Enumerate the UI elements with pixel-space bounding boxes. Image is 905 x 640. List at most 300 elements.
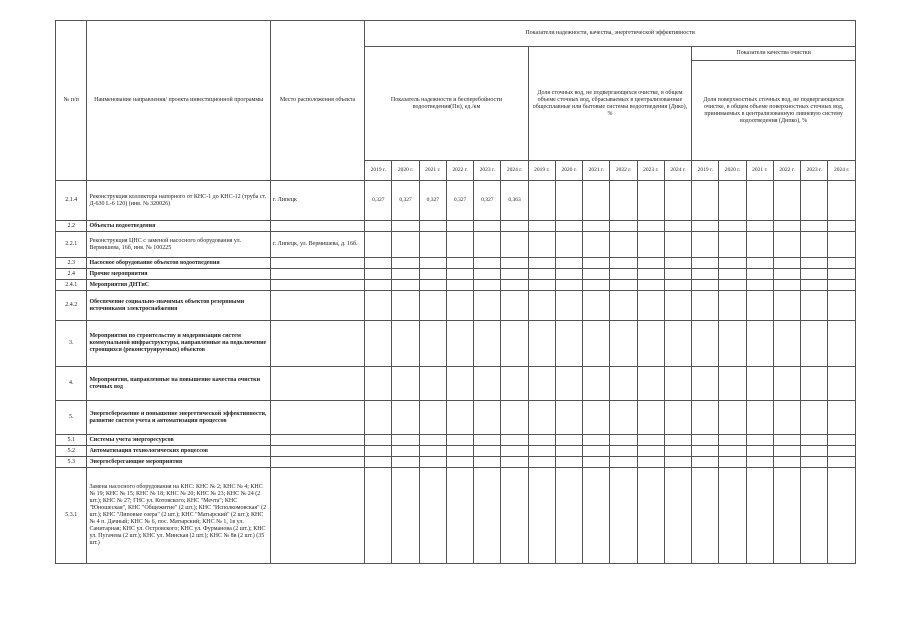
row-name: Мероприятия, направленные на повышение качества очистки сточных вод	[87, 367, 270, 401]
empty-cell	[501, 280, 528, 291]
empty-cell	[583, 457, 610, 468]
empty-cell	[392, 269, 419, 280]
table-row	[56, 291, 856, 321]
empty-cell	[664, 181, 691, 221]
empty-cell	[719, 457, 746, 468]
row-name: Объекты водоотведения	[87, 221, 270, 232]
empty-cell	[637, 401, 664, 435]
empty-cell	[719, 446, 746, 457]
year-header: 2024 г.	[501, 161, 528, 181]
empty-cell	[692, 446, 719, 457]
empty-cell	[610, 181, 637, 221]
empty-cell	[692, 258, 719, 269]
empty-cell	[719, 321, 746, 367]
empty-cell	[719, 258, 746, 269]
empty-cell	[828, 258, 856, 269]
year-header: 2021 г.	[583, 161, 610, 181]
row-place	[270, 457, 364, 468]
empty-cell	[801, 468, 828, 564]
empty-cell	[801, 401, 828, 435]
row-place	[270, 280, 364, 291]
empty-cell	[692, 401, 719, 435]
empty-cell	[555, 468, 582, 564]
empty-cell	[528, 367, 555, 401]
empty-cell	[528, 232, 555, 258]
row-number: 2.4	[56, 269, 87, 280]
empty-cell	[828, 269, 856, 280]
row-number: 2.4.1	[56, 280, 87, 291]
empty-cell	[664, 401, 691, 435]
year-header: 2020 г.	[719, 161, 746, 181]
empty-cell	[528, 258, 555, 269]
empty-cell	[828, 321, 856, 367]
empty-cell	[746, 258, 773, 269]
table-row	[56, 181, 856, 221]
empty-cell	[501, 221, 528, 232]
year-header: 2019 г.	[528, 161, 555, 181]
empty-cell	[801, 258, 828, 269]
empty-cell	[392, 258, 419, 269]
empty-cell	[555, 457, 582, 468]
row-number: 2.3	[56, 258, 87, 269]
empty-cell	[801, 446, 828, 457]
header-num: № п/п	[56, 21, 87, 181]
empty-cell	[664, 269, 691, 280]
row-name: Реконструкция коллектора напорного от КНС-1 до КНС-12 (труба ст. Д-630 L-6 120) (инв. № 320026)	[87, 181, 270, 221]
empty-cell	[773, 280, 800, 291]
row-place	[270, 468, 364, 564]
empty-cell	[419, 232, 446, 258]
empty-cell	[474, 367, 501, 401]
empty-cell	[719, 291, 746, 321]
empty-cell	[555, 291, 582, 321]
empty-cell	[474, 468, 501, 564]
empty-cell	[555, 321, 582, 367]
row-place	[270, 221, 364, 232]
table-row	[56, 269, 856, 280]
empty-cell	[664, 457, 691, 468]
empty-cell	[392, 446, 419, 457]
empty-cell	[528, 401, 555, 435]
table-row	[56, 401, 856, 435]
row-number: 5.2	[56, 446, 87, 457]
empty-cell	[719, 280, 746, 291]
indicator-surface-untreated-share: Доля поверхностных сточных вод, не подвергающихся очистке, в общем объеме поверхностных сточных вод, принимаемых в централизованную ливневую систему водоотведения (Днпко), %	[692, 61, 856, 161]
empty-cell	[746, 367, 773, 401]
row-number: 2.2.1	[56, 232, 87, 258]
empty-cell	[392, 367, 419, 401]
empty-cell	[501, 446, 528, 457]
empty-cell	[746, 291, 773, 321]
empty-cell	[692, 321, 719, 367]
year-header: 2022 г.	[773, 161, 800, 181]
empty-cell	[528, 269, 555, 280]
empty-cell	[746, 401, 773, 435]
empty-cell	[801, 321, 828, 367]
empty-cell	[746, 269, 773, 280]
table-row	[56, 367, 856, 401]
row-place	[270, 291, 364, 321]
header-place: Место расположения объекта	[270, 21, 364, 181]
empty-cell	[773, 435, 800, 446]
empty-cell	[719, 401, 746, 435]
empty-cell	[637, 280, 664, 291]
empty-cell	[773, 258, 800, 269]
empty-cell	[419, 435, 446, 446]
empty-cell	[828, 401, 856, 435]
empty-cell	[583, 435, 610, 446]
year-header: 2024 г.	[664, 161, 691, 181]
indicator-value: 0,327	[392, 181, 419, 221]
table-row	[56, 321, 856, 367]
table-row	[56, 435, 856, 446]
year-header: 2023 г.	[474, 161, 501, 181]
empty-cell	[446, 232, 473, 258]
empty-cell	[692, 221, 719, 232]
empty-cell	[419, 457, 446, 468]
empty-cell	[773, 401, 800, 435]
year-header: 2019 г.	[365, 161, 392, 181]
year-header: 2021 г.	[419, 161, 446, 181]
empty-cell	[664, 291, 691, 321]
empty-cell	[419, 280, 446, 291]
empty-cell	[365, 367, 392, 401]
table-row	[56, 221, 856, 232]
empty-cell	[501, 367, 528, 401]
row-name: Автоматизация технологических процессов	[87, 446, 270, 457]
empty-cell	[528, 291, 555, 321]
empty-cell	[583, 291, 610, 321]
empty-cell	[446, 321, 473, 367]
empty-cell	[828, 280, 856, 291]
empty-cell	[746, 181, 773, 221]
empty-cell	[365, 280, 392, 291]
empty-cell	[446, 468, 473, 564]
empty-cell	[392, 280, 419, 291]
empty-cell	[474, 291, 501, 321]
empty-cell	[828, 446, 856, 457]
empty-cell	[555, 181, 582, 221]
empty-cell	[610, 321, 637, 367]
empty-cell	[419, 321, 446, 367]
empty-cell	[555, 232, 582, 258]
empty-cell	[828, 221, 856, 232]
empty-cell	[528, 457, 555, 468]
empty-cell	[392, 401, 419, 435]
empty-cell	[365, 269, 392, 280]
empty-cell	[773, 221, 800, 232]
indicator-value: 0,327	[446, 181, 473, 221]
table-row	[56, 446, 856, 457]
empty-cell	[637, 232, 664, 258]
year-header: 2023 г.	[637, 161, 664, 181]
empty-cell	[365, 258, 392, 269]
empty-cell	[583, 321, 610, 367]
empty-cell	[474, 280, 501, 291]
empty-cell	[419, 468, 446, 564]
year-header: 2019 г.	[692, 161, 719, 181]
row-name: Реконструкция ЦНС с заменой насосного оборудования ул. Вермишева, 16б, инв. № 100225	[87, 232, 270, 258]
empty-cell	[610, 291, 637, 321]
empty-cell	[664, 435, 691, 446]
empty-cell	[501, 457, 528, 468]
empty-cell	[610, 232, 637, 258]
year-header: 2024 г.	[828, 161, 856, 181]
empty-cell	[474, 435, 501, 446]
empty-cell	[419, 258, 446, 269]
empty-cell	[501, 401, 528, 435]
row-place	[270, 367, 364, 401]
empty-cell	[828, 468, 856, 564]
empty-cell	[801, 435, 828, 446]
empty-cell	[773, 181, 800, 221]
row-number: 5.3	[56, 457, 87, 468]
empty-cell	[555, 280, 582, 291]
empty-cell	[773, 446, 800, 457]
empty-cell	[446, 401, 473, 435]
empty-cell	[474, 446, 501, 457]
row-name: Энергосбережение и повышение энергетической эффективности, развитие систем учета и автоматизация процессов	[87, 401, 270, 435]
empty-cell	[528, 321, 555, 367]
empty-cell	[583, 258, 610, 269]
empty-cell	[773, 321, 800, 367]
empty-cell	[474, 457, 501, 468]
empty-cell	[828, 457, 856, 468]
row-number: 5.1	[56, 435, 87, 446]
empty-cell	[773, 291, 800, 321]
empty-cell	[583, 232, 610, 258]
year-header: 2020 г.	[392, 161, 419, 181]
row-place	[270, 435, 364, 446]
empty-cell	[419, 291, 446, 321]
empty-cell	[692, 269, 719, 280]
empty-cell	[501, 291, 528, 321]
empty-cell	[528, 221, 555, 232]
empty-cell	[583, 280, 610, 291]
empty-cell	[419, 401, 446, 435]
empty-cell	[692, 435, 719, 446]
empty-cell	[746, 232, 773, 258]
empty-cell	[365, 457, 392, 468]
row-place: г. Липецк, ул. Вермишева, д. 16б.	[270, 232, 364, 258]
empty-cell	[446, 446, 473, 457]
empty-cell	[610, 468, 637, 564]
row-number: 3.	[56, 321, 87, 367]
empty-cell	[583, 367, 610, 401]
empty-cell	[474, 269, 501, 280]
row-place	[270, 321, 364, 367]
empty-cell	[828, 232, 856, 258]
empty-cell	[801, 181, 828, 221]
empty-cell	[446, 221, 473, 232]
empty-cell	[828, 435, 856, 446]
row-number: 2.1.4	[56, 181, 87, 221]
empty-cell	[474, 221, 501, 232]
empty-cell	[637, 291, 664, 321]
empty-cell	[773, 468, 800, 564]
indicator-value: 0,327	[365, 181, 392, 221]
empty-cell	[773, 457, 800, 468]
empty-cell	[664, 280, 691, 291]
empty-cell	[365, 435, 392, 446]
empty-cell	[610, 457, 637, 468]
empty-cell	[610, 280, 637, 291]
empty-cell	[446, 291, 473, 321]
empty-cell	[392, 468, 419, 564]
empty-cell	[692, 232, 719, 258]
empty-cell	[501, 269, 528, 280]
empty-cell	[746, 435, 773, 446]
empty-cell	[474, 258, 501, 269]
empty-cell	[528, 280, 555, 291]
empty-cell	[637, 446, 664, 457]
empty-cell	[637, 221, 664, 232]
row-name: Насосное оборудование объектов водоотведения	[87, 258, 270, 269]
empty-cell	[365, 321, 392, 367]
empty-cell	[692, 468, 719, 564]
empty-cell	[664, 221, 691, 232]
empty-cell	[746, 457, 773, 468]
row-place	[270, 446, 364, 457]
table-row	[56, 468, 856, 564]
row-name: Прочие мероприятия	[87, 269, 270, 280]
indicator-value: 0,327	[474, 181, 501, 221]
empty-cell	[637, 321, 664, 367]
year-header: 2022 г.	[610, 161, 637, 181]
empty-cell	[664, 367, 691, 401]
empty-cell	[828, 291, 856, 321]
empty-cell	[692, 457, 719, 468]
empty-cell	[501, 258, 528, 269]
empty-cell	[528, 468, 555, 564]
investment-program-table-page	[55, 20, 856, 564]
header-name: Наименование направления/ проекта инвестиционной программы	[87, 21, 270, 181]
row-name: Замена насосного оборудования на КНС: КНС № 2; КНС № 4; КНС № 19; КНС № 15; КНС № 18; КНС № 20; КНС № 23; КНС № 24 (2 шт.); КНС № 27; ГНС ул. Котовского; КНС "Мечта"; КНС "Юношеская", КНС "Общежитие" (2 шт.); КНС "Исполкомовская" (2 шт.); КНС "Липовые озера" (2 шт.); КНС "Матырский" (2 шт.); КНС № 4 п. Дачный; КНС № 6, пос. Матырский; КНС № 1, 1в ул. Санитарная; КНС ул. Островского; КНС ул. Фурманова (2 шт.); КНС ул. Пугачева (2 шт.); КНС ул. Минская (2 шт.); КНС № 8в (2 шт.) (35 шт.)	[87, 468, 270, 564]
indicators-title: Показатели надежности, качества, энергетической эффективности	[365, 21, 856, 47]
year-header: 2021 г.	[746, 161, 773, 181]
empty-cell	[528, 446, 555, 457]
empty-cell	[365, 291, 392, 321]
row-number: 5.	[56, 401, 87, 435]
empty-cell	[555, 221, 582, 232]
empty-cell	[637, 258, 664, 269]
empty-cell	[555, 269, 582, 280]
empty-cell	[637, 367, 664, 401]
row-name: Системы учета энергоресурсов	[87, 435, 270, 446]
empty-cell	[801, 269, 828, 280]
row-place	[270, 269, 364, 280]
table-row	[56, 232, 856, 258]
year-header: 2020 г.	[555, 161, 582, 181]
row-name: Мероприятия ДНТиС	[87, 280, 270, 291]
empty-cell	[801, 221, 828, 232]
empty-cell	[419, 367, 446, 401]
indicator-untreated-share: Доля сточных вод, не подвергающихся очистке, в общем объеме сточных вод, сбрасываемых в централизованные общесплавные или бытовые системы водоотведения (Днко), %	[528, 47, 692, 161]
indicators-table	[55, 20, 856, 564]
empty-cell	[637, 435, 664, 446]
empty-cell	[555, 435, 582, 446]
empty-cell	[555, 446, 582, 457]
empty-cell	[746, 468, 773, 564]
empty-cell	[692, 367, 719, 401]
empty-cell	[801, 367, 828, 401]
empty-cell	[501, 468, 528, 564]
empty-cell	[528, 181, 555, 221]
year-header: 2022 г.	[446, 161, 473, 181]
empty-cell	[583, 401, 610, 435]
empty-cell	[828, 181, 856, 221]
empty-cell	[555, 258, 582, 269]
empty-cell	[419, 221, 446, 232]
empty-cell	[692, 280, 719, 291]
empty-cell	[446, 457, 473, 468]
empty-cell	[583, 468, 610, 564]
row-place	[270, 258, 364, 269]
empty-cell	[474, 401, 501, 435]
empty-cell	[501, 232, 528, 258]
indicator-reliability: Показатель надежности и бесперебойности водоотведения(Пн), ед./км	[365, 47, 529, 161]
empty-cell	[583, 446, 610, 457]
empty-cell	[719, 435, 746, 446]
row-number: 5.3.1	[56, 468, 87, 564]
empty-cell	[365, 221, 392, 232]
empty-cell	[746, 446, 773, 457]
empty-cell	[392, 291, 419, 321]
empty-cell	[583, 221, 610, 232]
empty-cell	[392, 232, 419, 258]
empty-cell	[583, 181, 610, 221]
indicator-value: 0,327	[419, 181, 446, 221]
empty-cell	[719, 221, 746, 232]
empty-cell	[719, 367, 746, 401]
table-row	[56, 457, 856, 468]
empty-cell	[555, 401, 582, 435]
empty-cell	[501, 435, 528, 446]
empty-cell	[555, 367, 582, 401]
empty-cell	[392, 435, 419, 446]
empty-cell	[801, 457, 828, 468]
empty-cell	[392, 221, 419, 232]
row-place	[270, 401, 364, 435]
row-name: Обеспечение социально-значимых объектов резервными источниками электроснабжения	[87, 291, 270, 321]
empty-cell	[664, 232, 691, 258]
empty-cell	[664, 258, 691, 269]
table-row	[56, 280, 856, 291]
table-row	[56, 258, 856, 269]
empty-cell	[719, 232, 746, 258]
empty-cell	[692, 181, 719, 221]
empty-cell	[719, 181, 746, 221]
quality-title: Показатели качества очистки	[692, 47, 856, 61]
empty-cell	[746, 280, 773, 291]
empty-cell	[610, 221, 637, 232]
empty-cell	[773, 367, 800, 401]
empty-cell	[637, 181, 664, 221]
empty-cell	[801, 232, 828, 258]
empty-cell	[446, 367, 473, 401]
empty-cell	[365, 468, 392, 564]
empty-cell	[637, 468, 664, 564]
empty-cell	[528, 435, 555, 446]
empty-cell	[719, 269, 746, 280]
empty-cell	[746, 221, 773, 232]
row-place: г. Липецк	[270, 181, 364, 221]
row-name: Энергосберегающие мероприятия	[87, 457, 270, 468]
empty-cell	[610, 401, 637, 435]
empty-cell	[365, 232, 392, 258]
empty-cell	[801, 291, 828, 321]
empty-cell	[664, 446, 691, 457]
